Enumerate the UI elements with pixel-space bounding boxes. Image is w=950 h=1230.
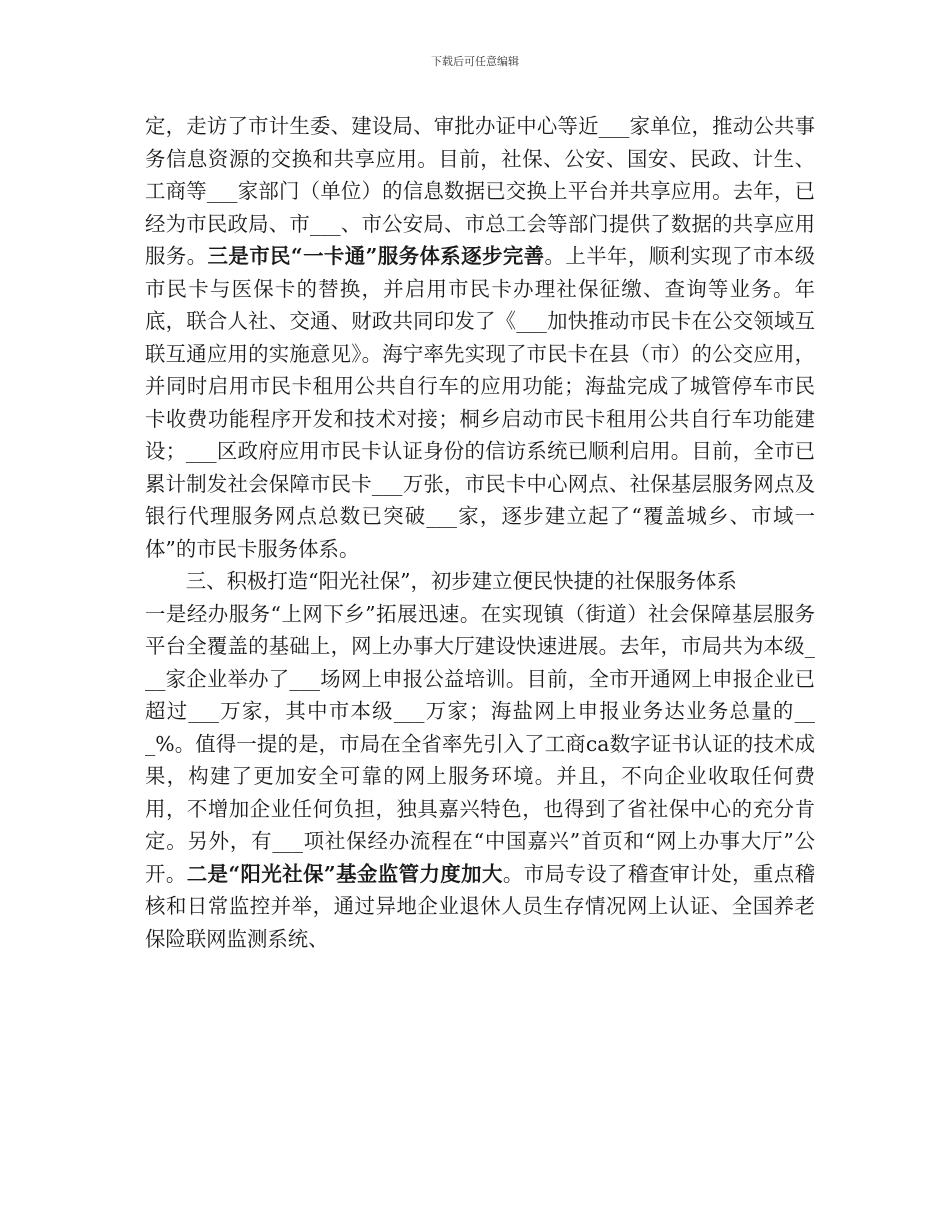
section-heading-text: 三、积极打造“阳光社保”，初步建立便民快捷的社保服务体系 xyxy=(185,569,737,593)
bold-heading-segment: 二是“阳光社保”基金监管力度加大 xyxy=(186,861,503,886)
text-segment: 。上半年，顺利实现了市本级市民卡与医保卡的替换，并启用市民卡办理社保征缴、查询等业务。年底，联合人社、交通、财政共同印发了《___加快推动市民卡在公交领域互联互通应用的实施意见》。海宁率先实现了市民卡在县（市）的公交应用，并同时启用市民卡租用公共自行车的应用功能；海盐完成了城管停车市民卡收费功能程序开发和技术对接；桐乡启动市民卡租用公共自行车功能建设；___区政府应用市民卡认证身份的信访系统已顺利启用。目前，全市已累计制发社会保障市民卡___万张，市民卡中心网点、社保基层服务网点及银行代理服务网点总数已突破___家，逐步建立起了“覆盖城乡、市域一体”的市民卡服务体系。 xyxy=(145,244,816,561)
paragraph-card-service xyxy=(145,110,815,565)
page-header: 下载后可任意编辑 xyxy=(431,55,519,68)
paragraph-online-service xyxy=(145,598,815,956)
bold-heading-segment: 三是市民“一卡通”服务体系逐步完善 xyxy=(207,244,545,268)
text-segment: 。市局专设了稽查审计处，重点稽核和日常监控并举，通过异地企业退休人员生存情况网上认证、全国养老保险联网监测系统、 xyxy=(145,861,815,951)
text-segment: 一是经办服务“上网下乡”拓展迅速。在实现镇（街道）社会保障基层服务平台全覆盖的基础上，网上办事大厅建设快速进展。去年，市局共为本级___家企业举办了___场网上申报公益培训。目前，全市开通网上申报企业已超过___万家，其中市本级___万家；海盐网上申报业务达业务总量的___%。值得一提的是，市局在全省率先引入了工商ca数字证书认证的技术成果，构建了更加安全可靠的网上服务环境。并且，不向企业收取任何费用，不增加企业任何负担，独具嘉兴特色，也得到了省社保中心的充分肯定。另外，有___项社保经办流程在“中国嘉兴”首页和“网上办事大厅”公开。 xyxy=(145,601,815,886)
document-body xyxy=(145,110,815,955)
section-heading xyxy=(145,565,815,598)
text-segment: 定，走访了市计生委、建设局、审批办证中心等近___家单位，推动公共事务信息资源的交换和共享应用。目前，社保、公安、国安、民政、计生、工商等___家部门（单位）的信息数据已交换上平台并共享应用。去年，已经为市民政局、市___、市公安局、市总工会等部门提供了数据的共享应用服务。 xyxy=(145,114,815,268)
